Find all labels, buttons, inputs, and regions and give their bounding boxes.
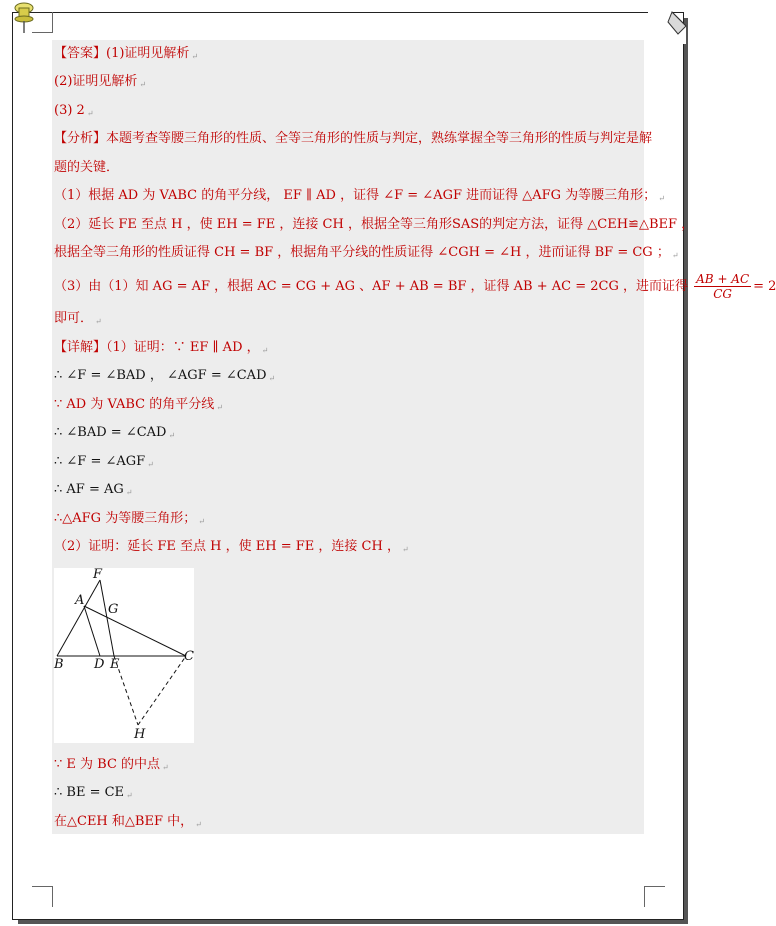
- paragraph-mark-icon: ↵: [191, 52, 199, 61]
- paragraph-mark-icon: ↵: [401, 545, 409, 554]
- paragraph-mark-icon: ↵: [671, 251, 679, 260]
- proof-line-3[interactable]: ∴ ∠BAD = ∠CAD ↵: [54, 425, 176, 440]
- proof-line-6[interactable]: ∴△AFG 为等腰三角形； ↵: [54, 511, 205, 526]
- analysis-line-3[interactable]: （1）根据 AD 为 VABC 的角平分线， EF ∥ AD ，证得 ∠F = ∠AGF 进而证得 △AFG 为等腰三角形； ↵: [54, 188, 665, 203]
- label-g: G: [108, 602, 119, 617]
- label-a: A: [75, 593, 85, 608]
- fraction: $\frac{AB + AC}{CG}$: [696, 272, 750, 301]
- margin-corner-bottom-left: [32, 886, 53, 907]
- segment-ch: [138, 656, 186, 725]
- answer-part-3[interactable]: (3) 2 ↵: [54, 103, 94, 118]
- paragraph-mark-icon: ↵: [268, 374, 276, 383]
- triangle-diagram: [54, 568, 194, 743]
- margin-corner-top-left: [32, 12, 53, 33]
- paragraph-mark-icon: ↵: [147, 460, 154, 469]
- proof-line-2[interactable]: ∵ AD 为 VABC 的角平分线 ↵: [54, 397, 223, 412]
- segment-ac: [84, 606, 186, 656]
- segment-bf: [57, 580, 100, 656]
- proof-line-4[interactable]: ∴ ∠F = ∠AGF ↵: [54, 454, 154, 469]
- label-f: F: [93, 567, 103, 582]
- paragraph-mark-icon: ↵: [95, 317, 102, 326]
- segment-fe: [100, 580, 114, 656]
- paragraph-mark-icon: ↵: [261, 346, 269, 355]
- paragraph-mark-icon: ↵: [162, 763, 169, 772]
- paragraph-mark-icon: ↵: [125, 488, 133, 497]
- analysis-line-1[interactable]: 【分析】本题考查等腰三角形的性质、全等三角形的性质与判定，熟练掌握全等三角形的性质与判定是解: [54, 131, 653, 146]
- label-c: C: [184, 649, 194, 664]
- detail-heading[interactable]: 【详解】（1）证明：∵ EF ∥ AD ， ↵: [54, 340, 269, 355]
- part2-line-1[interactable]: （2）证明：延长 FE 至点 H ，使 EH = FE ，连接 CH ， ↵: [54, 539, 409, 554]
- analysis-line-7[interactable]: 即可． ↵: [54, 311, 102, 326]
- segment-ad: [84, 606, 100, 656]
- paragraph-mark-icon: ↵: [195, 820, 202, 829]
- part2-line-2[interactable]: ∵ E 为 BC 的中点 ↵: [54, 757, 169, 772]
- paragraph-mark-icon: ↵: [216, 403, 223, 412]
- page-shadow-right: [684, 18, 688, 922]
- paragraph-mark-icon: ↵: [139, 80, 147, 89]
- page-curl-icon: [648, 12, 686, 44]
- label-h: H: [134, 727, 146, 742]
- paragraph-mark-icon: ↵: [198, 517, 205, 526]
- analysis-line-2[interactable]: 题的关键．: [54, 160, 120, 175]
- paragraph-mark-icon: ↵: [168, 431, 176, 440]
- page-shadow-bottom: [18, 920, 688, 924]
- analysis-line-4[interactable]: （2）延长 FE 至点 H ，使 EH = FE ，连接 CH ，根据全等三角形SAS的判定方法，证得 △CEH≌△BEF ，: [54, 217, 695, 232]
- paragraph-mark-icon: ↵: [126, 791, 133, 800]
- geometry-figure: [54, 568, 194, 743]
- part2-line-4[interactable]: 在△CEH 和△BEF 中， ↵: [54, 814, 202, 829]
- proof-line-5[interactable]: ∴ AF = AG ↵: [54, 482, 133, 497]
- paragraph-mark-icon: ↵: [86, 109, 94, 118]
- answer-part-2[interactable]: (2)证明见解析 ↵: [54, 74, 147, 89]
- part2-line-3[interactable]: ∴ BE = CE ↵: [54, 785, 133, 800]
- analysis-line-5[interactable]: 根据全等三角形的性质证得 CH = BF ，根据角平分线的性质证得 ∠CGH = ∠H ，进而证得 BF = CG ； ↵: [54, 245, 679, 260]
- label-d: D: [94, 657, 105, 672]
- analysis-line-6[interactable]: （3）由（1）知 AG = AF ，根据 AC = CG + AG 、AF + AB = BF ，证得 AB + AC = 2CG ，进而证得 $\frac{AB + AC}{CG}$ = 2: [54, 272, 776, 301]
- proof-line-1[interactable]: ∴ ∠F = ∠BAD ， ∠AGF = ∠CAD ↵: [54, 368, 276, 383]
- answer-heading[interactable]: 【答案】(1)证明见解析 ↵: [54, 46, 199, 61]
- margin-corner-bottom-right: [644, 886, 665, 907]
- label-e: E: [110, 657, 120, 672]
- paragraph-mark-icon: ↵: [658, 194, 665, 203]
- label-b: B: [54, 657, 64, 672]
